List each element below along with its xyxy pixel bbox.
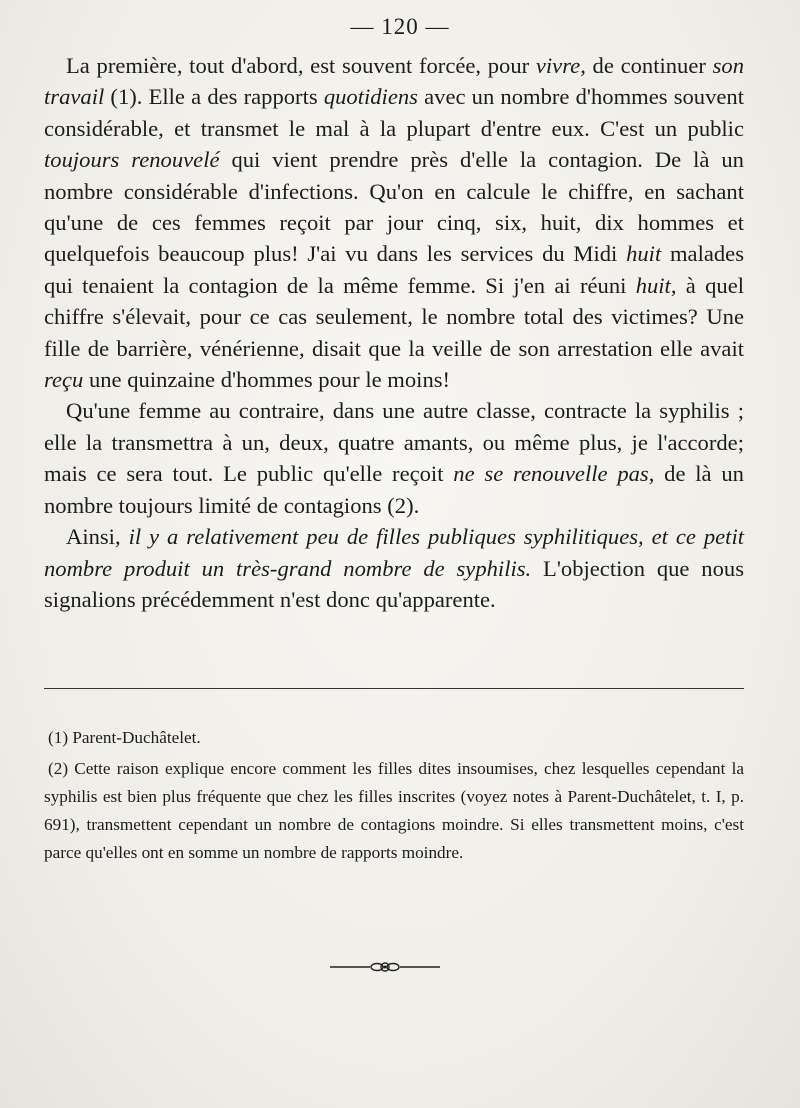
italic-text: vivre,	[535, 53, 586, 78]
text-run: La première, tout d'abord, est souvent forcée, pour	[66, 53, 536, 78]
text-run: (1). Elle a des rapports	[104, 84, 324, 110]
paragraph-2	[44, 395, 744, 521]
italic-text: ne se renouvelle pas	[453, 461, 649, 487]
text-run: qui vient prendre près d'elle la contagion. De là un nombre considérable d'infections. Qu'on en calcule le chiffre, en sachant qu'une de ces femmes reçoit par jour cinq, six, huit, dix hommes et quelquefois beaucoup plus! J'ai vu dans les services du Midi	[44, 147, 744, 267]
italic-text: son travail	[44, 53, 744, 110]
paragraph-1	[44, 50, 744, 395]
italic-text: reçu	[44, 367, 84, 393]
paragraph-3	[44, 521, 744, 615]
italic-text: huit	[626, 241, 662, 267]
italic-text: quotidiens	[323, 84, 418, 110]
text-run: malades qui tenaient la contagion de la même femme. Si j'en ai réuni	[44, 241, 744, 298]
text-run: , de là un nombre toujours limité de contagions (2).	[44, 461, 744, 518]
italic-text: huit	[635, 272, 671, 298]
text-run: une quinzaine d'hommes pour le moins!	[83, 367, 451, 393]
footnote-separator	[44, 688, 744, 689]
footnote-2: (2) Cette raison explique encore comment les filles dites insoumises, chez lesquelles cependant la syphilis est bien plus fréquente que chez les filles inscrites (voyez notes à Parent-Duchâtelet, t. I, p. 691), transmettent cependant un nombre de contagions moindre. Si elles transmettent moins, c'est parce qu'elles ont en somme un nombre de rapports moindre.	[44, 759, 744, 862]
page-number: — 120 —	[350, 14, 450, 39]
body-text	[44, 50, 744, 615]
text-run: Ainsi,	[66, 524, 129, 550]
footnote-1: (1) Parent-Duchâtelet.	[48, 728, 201, 747]
ornament-icon	[330, 960, 440, 974]
text-run: de continuer	[585, 53, 713, 78]
footnotes	[44, 724, 744, 867]
text-run: L'objection que nous signalions précédemment n'est donc qu'apparente.	[44, 555, 744, 612]
italic-text: il y a relativement peu de filles publiques syphilitiques, et ce petit nombre produit un très-grand nombre de syphilis.	[44, 524, 745, 581]
italic-text: toujours renouvelé	[44, 147, 220, 173]
text-run: Qu'une femme au contraire, dans une autre classe, contracte la syphilis ; elle la transmettra à un, deux, quatre amants, ou même plus, je l'accorde; mais ce sera tout. Le public qu'elle reçoit	[44, 398, 744, 487]
text-run: , à quel chiffre s'élevait, pour ce cas seulement, le nombre total des victimes? Une fille de barrière, vénérienne, disait que la veille de son arrestation elle avait	[44, 272, 744, 361]
text-run: avec un nombre d'hommes souvent considérable, et transmet le mal à la plupart d'entre eux. C'est un public	[44, 84, 744, 141]
